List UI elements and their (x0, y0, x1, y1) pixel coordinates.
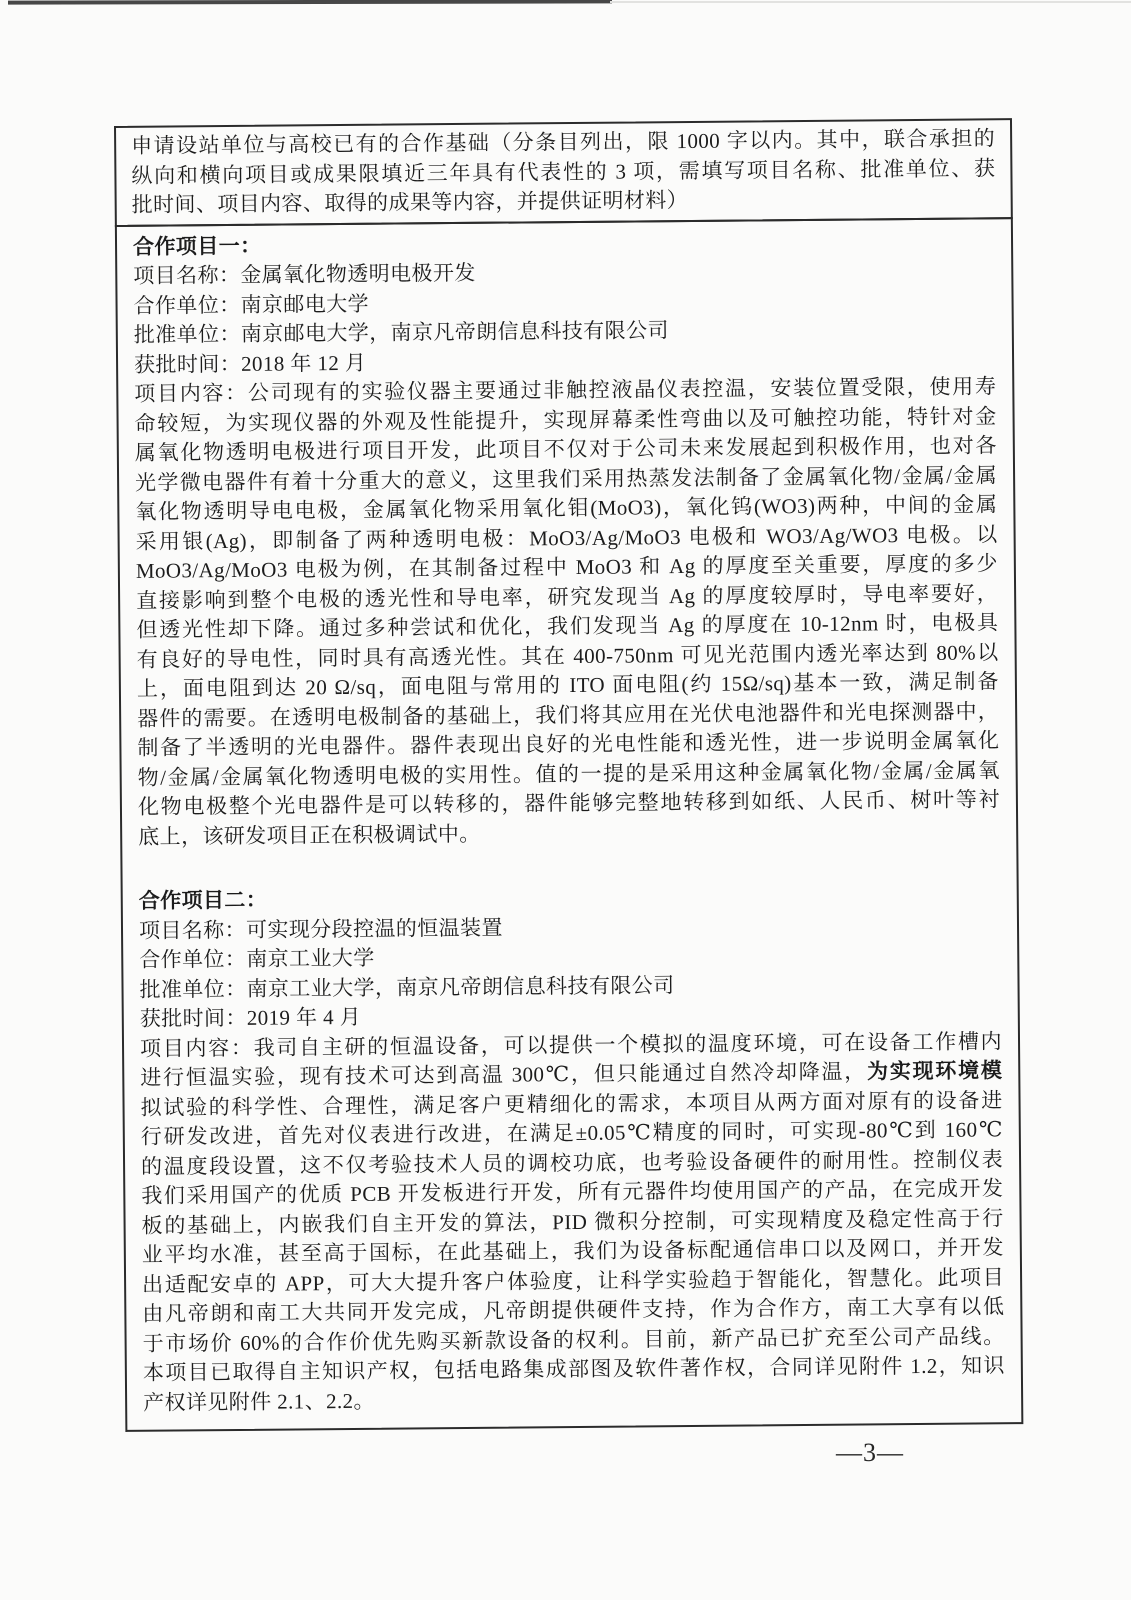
text-line: 化物电极整个光电器件是可以转移的，器件能够完整地转移到如纸、人民币、树叶等衬 (137, 787, 1001, 819)
text-line: 项目名称：金属氧化物透明电极开发 (133, 260, 476, 288)
scan-artifact-top-line (8, 0, 612, 5)
text-line: 光学微电器件有着十分重大的意义，这里我们采用热蒸发法制备了金属氧化物/金属/金属 (135, 462, 998, 495)
text-line: 合作单位：南京邮电大学 (133, 291, 370, 318)
text-line: 的温度段设置，这不仅考验技术人员的调校功底，也考验设备硬件的耐用性。控制仪表 (140, 1146, 1004, 1179)
text-line: 氧化物透明导电电极，金属氧化物采用氧化钼(MoO3)，氧化钨(WO3)两种，中间的金属 (135, 492, 998, 524)
text-line: 纵向和横向项目或成果限填近三年具有代表性的 3 项，需填写项目名称、批准单位、获 (131, 155, 996, 188)
text-line: 物/金属/金属氧化物透明电极的实用性。值的一提的是采用这种金属氧化物/金属/金属氧 (137, 757, 1000, 790)
text-line: 制备了半透明的光电器件。器件表现出良好的光电性能和透光性，进一步说明金属氧化 (137, 728, 1000, 760)
text-line: 项目内容：我司自主研的恒温设备，可以提供一个模拟的温度环境，可在设备工作槽内 (139, 1028, 1003, 1061)
text-line: 但透光性却下降。通过多种尝试和优化，我们发现当 Ag 的厚度在 10-12nm 时，电极具 (136, 610, 999, 642)
text-line: 采用银(Ag)，即制备了两种透明电极：MoO3/Ag/MoO3 电极和 WO3/Ag/WO3 电极。以 (135, 521, 998, 554)
text-line: 合作单位：南京工业大学 (139, 945, 375, 972)
project-1-section (133, 225, 1000, 852)
text-line: 我们采用国产的优质 PCB 开发板进行开发，所有元器件均使用国产的产品，在完成开发 (141, 1176, 1004, 1208)
bold-text-segment: 为实现环境模 (866, 1058, 1003, 1084)
scan-artifact-top-line-faint (610, 1, 1131, 3)
content-box (115, 217, 1024, 1432)
text-line: 由凡帝朗和南工大共同开发完成，凡帝朗提供硬件支持，作为合作方，南工大享有以低 (142, 1294, 1005, 1326)
text-line: 出适配安卓的 APP，可大大提升客户体验度，让科学实验趋于智能化，智慧化。此项目 (142, 1264, 1005, 1297)
project-1-heading: 合作项目一： (132, 233, 262, 259)
text-line: 上，面电阻到达 20 Ω/sq，面电阻与常用的 ITO 面电阻(约 15Ω/sq)基本一致，满足制备 (136, 669, 999, 701)
text-line: MoO3/Ag/MoO3 电极为例，在其制备过程中 MoO3 和 Ag 的厚度至关重要，厚度的多少 (135, 551, 998, 583)
text-line: 批准单位：南京邮电大学，南京凡帝朗信息科技有限公司 (133, 318, 669, 347)
project-2-section (139, 879, 1006, 1418)
document-body (114, 118, 1023, 1432)
text-line: 器件的需要。在透明电极制备的基础上，我们将其应用在光伏电池器件和光电探测器中， (137, 698, 1000, 731)
text-line: 获批时间：2018 年 12 月 (133, 350, 367, 377)
text-line: 项目内容：公司现有的实验仪器主要通过非触控液晶仪表控温，安装位置受限，使用寿 (134, 374, 997, 406)
text-line: 板的基础上，内嵌我们自主开发的算法，PID 微积分控制，可实现精度及稳定性高于行 (141, 1205, 1004, 1238)
text-line: 业平均水准，甚至高于国标，在此基础上，我们为设备标配通信串口以及网口，并开发 (141, 1235, 1004, 1267)
project-2-lines (139, 909, 1005, 1418)
text-line: 获批时间：2019 年 4 月 (139, 1004, 362, 1031)
text-line: 本项目已取得自主知识产权，包括电路集成部图及软件著作权，合同详见附件 1.2，知识 (142, 1353, 1005, 1385)
text-line: 申请设站单位与高校已有的合作基础（分条目列出，限 1000 字以内。其中，联合承担的 (131, 126, 996, 158)
project-2-heading: 合作项目二： (138, 887, 268, 913)
text-line: 有良好的导电性，同时具有高透光性。其在 400-750nm 可见光范围内透光率达到 80%以 (136, 639, 999, 672)
text-line: 批时间、项目内容、取得的成果等内容，并提供证明材料） (131, 187, 689, 217)
text-line: 底上，该研发项目正在积极调试中。 (138, 821, 481, 849)
text-line: 直接影响到整个电极的透光性和导电率，研究发现当 Ag 的厚度较厚时，导电率要好， (136, 580, 999, 613)
project-1-lines (133, 254, 1000, 851)
instructions-box (114, 118, 1013, 226)
text-line: 项目名称：可实现分段控温的恒温装置 (138, 915, 503, 943)
text-line: 产权详见附件 2.1、2.2。 (143, 1388, 375, 1415)
text-line: 于市场价 60%的合作价优先购买新款设备的权利。目前，新产品已扩充至公司产品线。 (142, 1323, 1005, 1356)
text-line: 批准单位：南京工业大学，南京凡帝朗信息科技有限公司 (139, 972, 675, 1002)
text-line: 属氧化物透明电极进行项目开发，此项目不仅对于公司未来发展起到积极作用，也对各 (134, 433, 997, 465)
text-line: 行研发改进，首先对仪表进行改进，在满足±0.05℃精度的同时，可实现-80℃到 160℃ (140, 1117, 1003, 1149)
text-line: 拟试验的科学性、合理性，满足客户更精细化的需求，本项目从两方面对原有的设备进 (140, 1087, 1003, 1120)
text-segment: 进行恒温实验，现有技术可达到高温 300℃，但只能通过自然冷却降温， (140, 1059, 868, 1090)
page-number: —3— (836, 1438, 904, 1467)
text-line: 命较短，为实现仪器的外观及性能提升，实现屏幕柔性弯曲以及可触控功能，特针对金 (134, 403, 997, 436)
